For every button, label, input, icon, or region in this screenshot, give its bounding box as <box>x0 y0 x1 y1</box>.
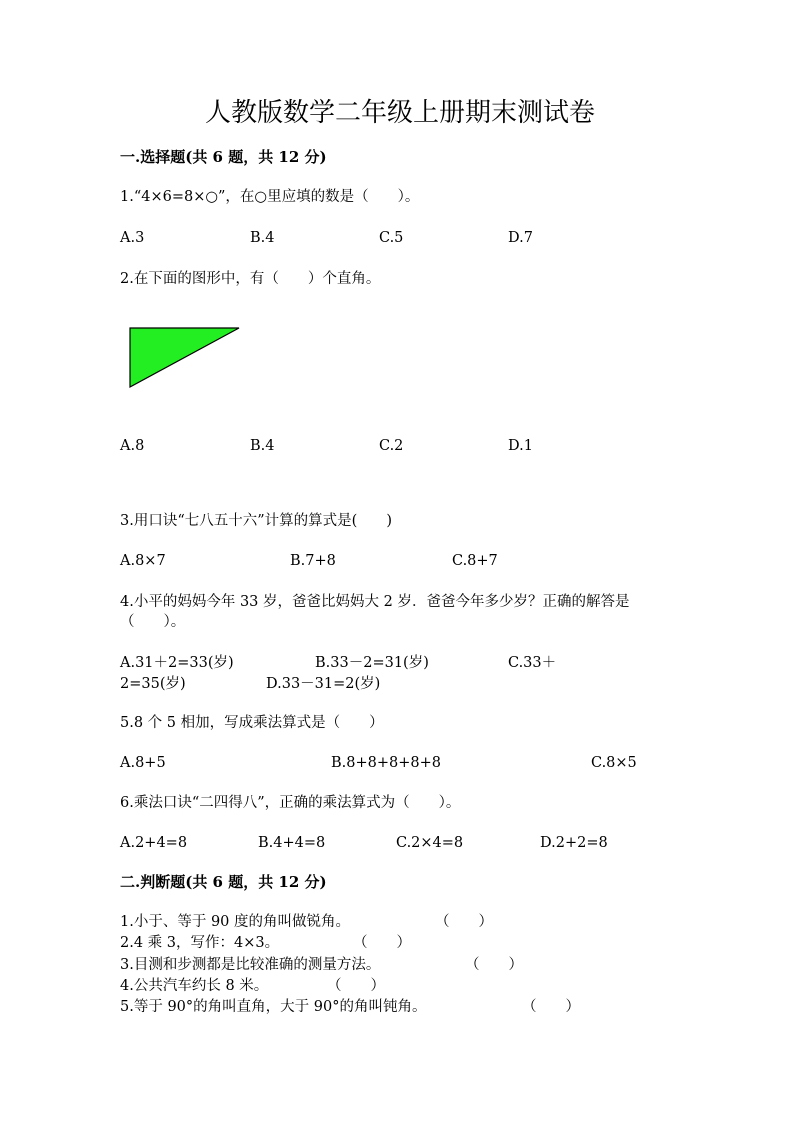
q6-option-b: B.4+4=8 <box>258 835 326 851</box>
q3-option-b: B.7+8 <box>290 553 336 569</box>
question-3: 3.用口诀“七八五十六”计算的算式是( ) <box>120 513 392 529</box>
q4-option-d: D.33－31=2(岁) <box>266 676 381 692</box>
tf-question-1: 1.小于、等于 90 度的角叫做锐角。 <box>120 914 351 930</box>
q5-option-b: B.8+8+8+8+8 <box>331 755 441 771</box>
q4-option-c-end: 2=35(岁) <box>120 676 186 692</box>
tf-answer-4: （ ） <box>327 978 385 994</box>
question-1: 1.“4×6=8×○”，在○里应填的数是（ ）。 <box>120 189 420 205</box>
q1-option-c: C.5 <box>379 230 404 246</box>
q5-option-c: C.8×5 <box>591 755 637 771</box>
tf-question-5: 5.等于 90°的角叫直角，大于 90°的角叫钝角。 <box>120 999 427 1015</box>
tf-question-4: 4.公共汽车约长 8 米。 <box>120 978 269 994</box>
page-title: 人教版数学二年级上册期末测试卷 <box>204 98 595 128</box>
q6-option-c: C.2×4=8 <box>396 835 464 851</box>
section-heading-choice: 一.选择题(共 6 题，共 12 分) <box>120 148 327 166</box>
question-5: 5.8 个 5 相加，写成乘法算式是（ ） <box>120 715 384 731</box>
section-heading-true-false: 二.判断题(共 6 题，共 12 分) <box>120 873 327 891</box>
q2-option-b: B.4 <box>250 438 275 454</box>
q5-option-a: A.8+5 <box>120 755 166 771</box>
q2-option-a: A.8 <box>120 438 145 454</box>
question-4-line-1: 4.小平的妈妈今年 33 岁，爸爸比妈妈大 2 岁．爸爸今年多少岁？正确的解答是 <box>120 594 630 610</box>
q2-option-c: C.2 <box>379 438 404 454</box>
tf-question-2: 2.4 乘 3，写作：4×3。 <box>120 935 280 951</box>
question-4-line-2: （ ）。 <box>120 614 186 630</box>
tf-question-3: 3.目测和步测都是比较准确的测量方法。 <box>120 957 381 973</box>
q2-option-d: D.1 <box>508 438 533 454</box>
tf-answer-3: （ ） <box>465 957 523 973</box>
q1-option-d: D.7 <box>508 230 533 246</box>
q1-option-b: B.4 <box>250 230 275 246</box>
q6-option-a: A.2+4=8 <box>120 835 188 851</box>
tf-answer-5: （ ） <box>522 999 580 1015</box>
question-2: 2.在下面的图形中，有（ ）个直角。 <box>120 271 381 287</box>
q4-option-c-start: C.33＋ <box>508 655 557 671</box>
q3-option-c: C.8+7 <box>452 553 498 569</box>
q1-option-a: A.3 <box>120 230 145 246</box>
q6-option-d: D.2+2=8 <box>540 835 608 851</box>
question-6: 6.乘法口诀“二四得八”，正确的乘法算式为（ ）。 <box>120 795 461 811</box>
q4-option-b: B.33－2=31(岁) <box>315 655 429 671</box>
right-triangle-figure <box>125 325 245 391</box>
q4-option-a: A.31＋2=33(岁) <box>120 655 234 671</box>
tf-answer-1: （ ） <box>435 914 493 930</box>
q3-option-a: A.8×7 <box>120 553 166 569</box>
tf-answer-2: （ ） <box>353 935 411 951</box>
